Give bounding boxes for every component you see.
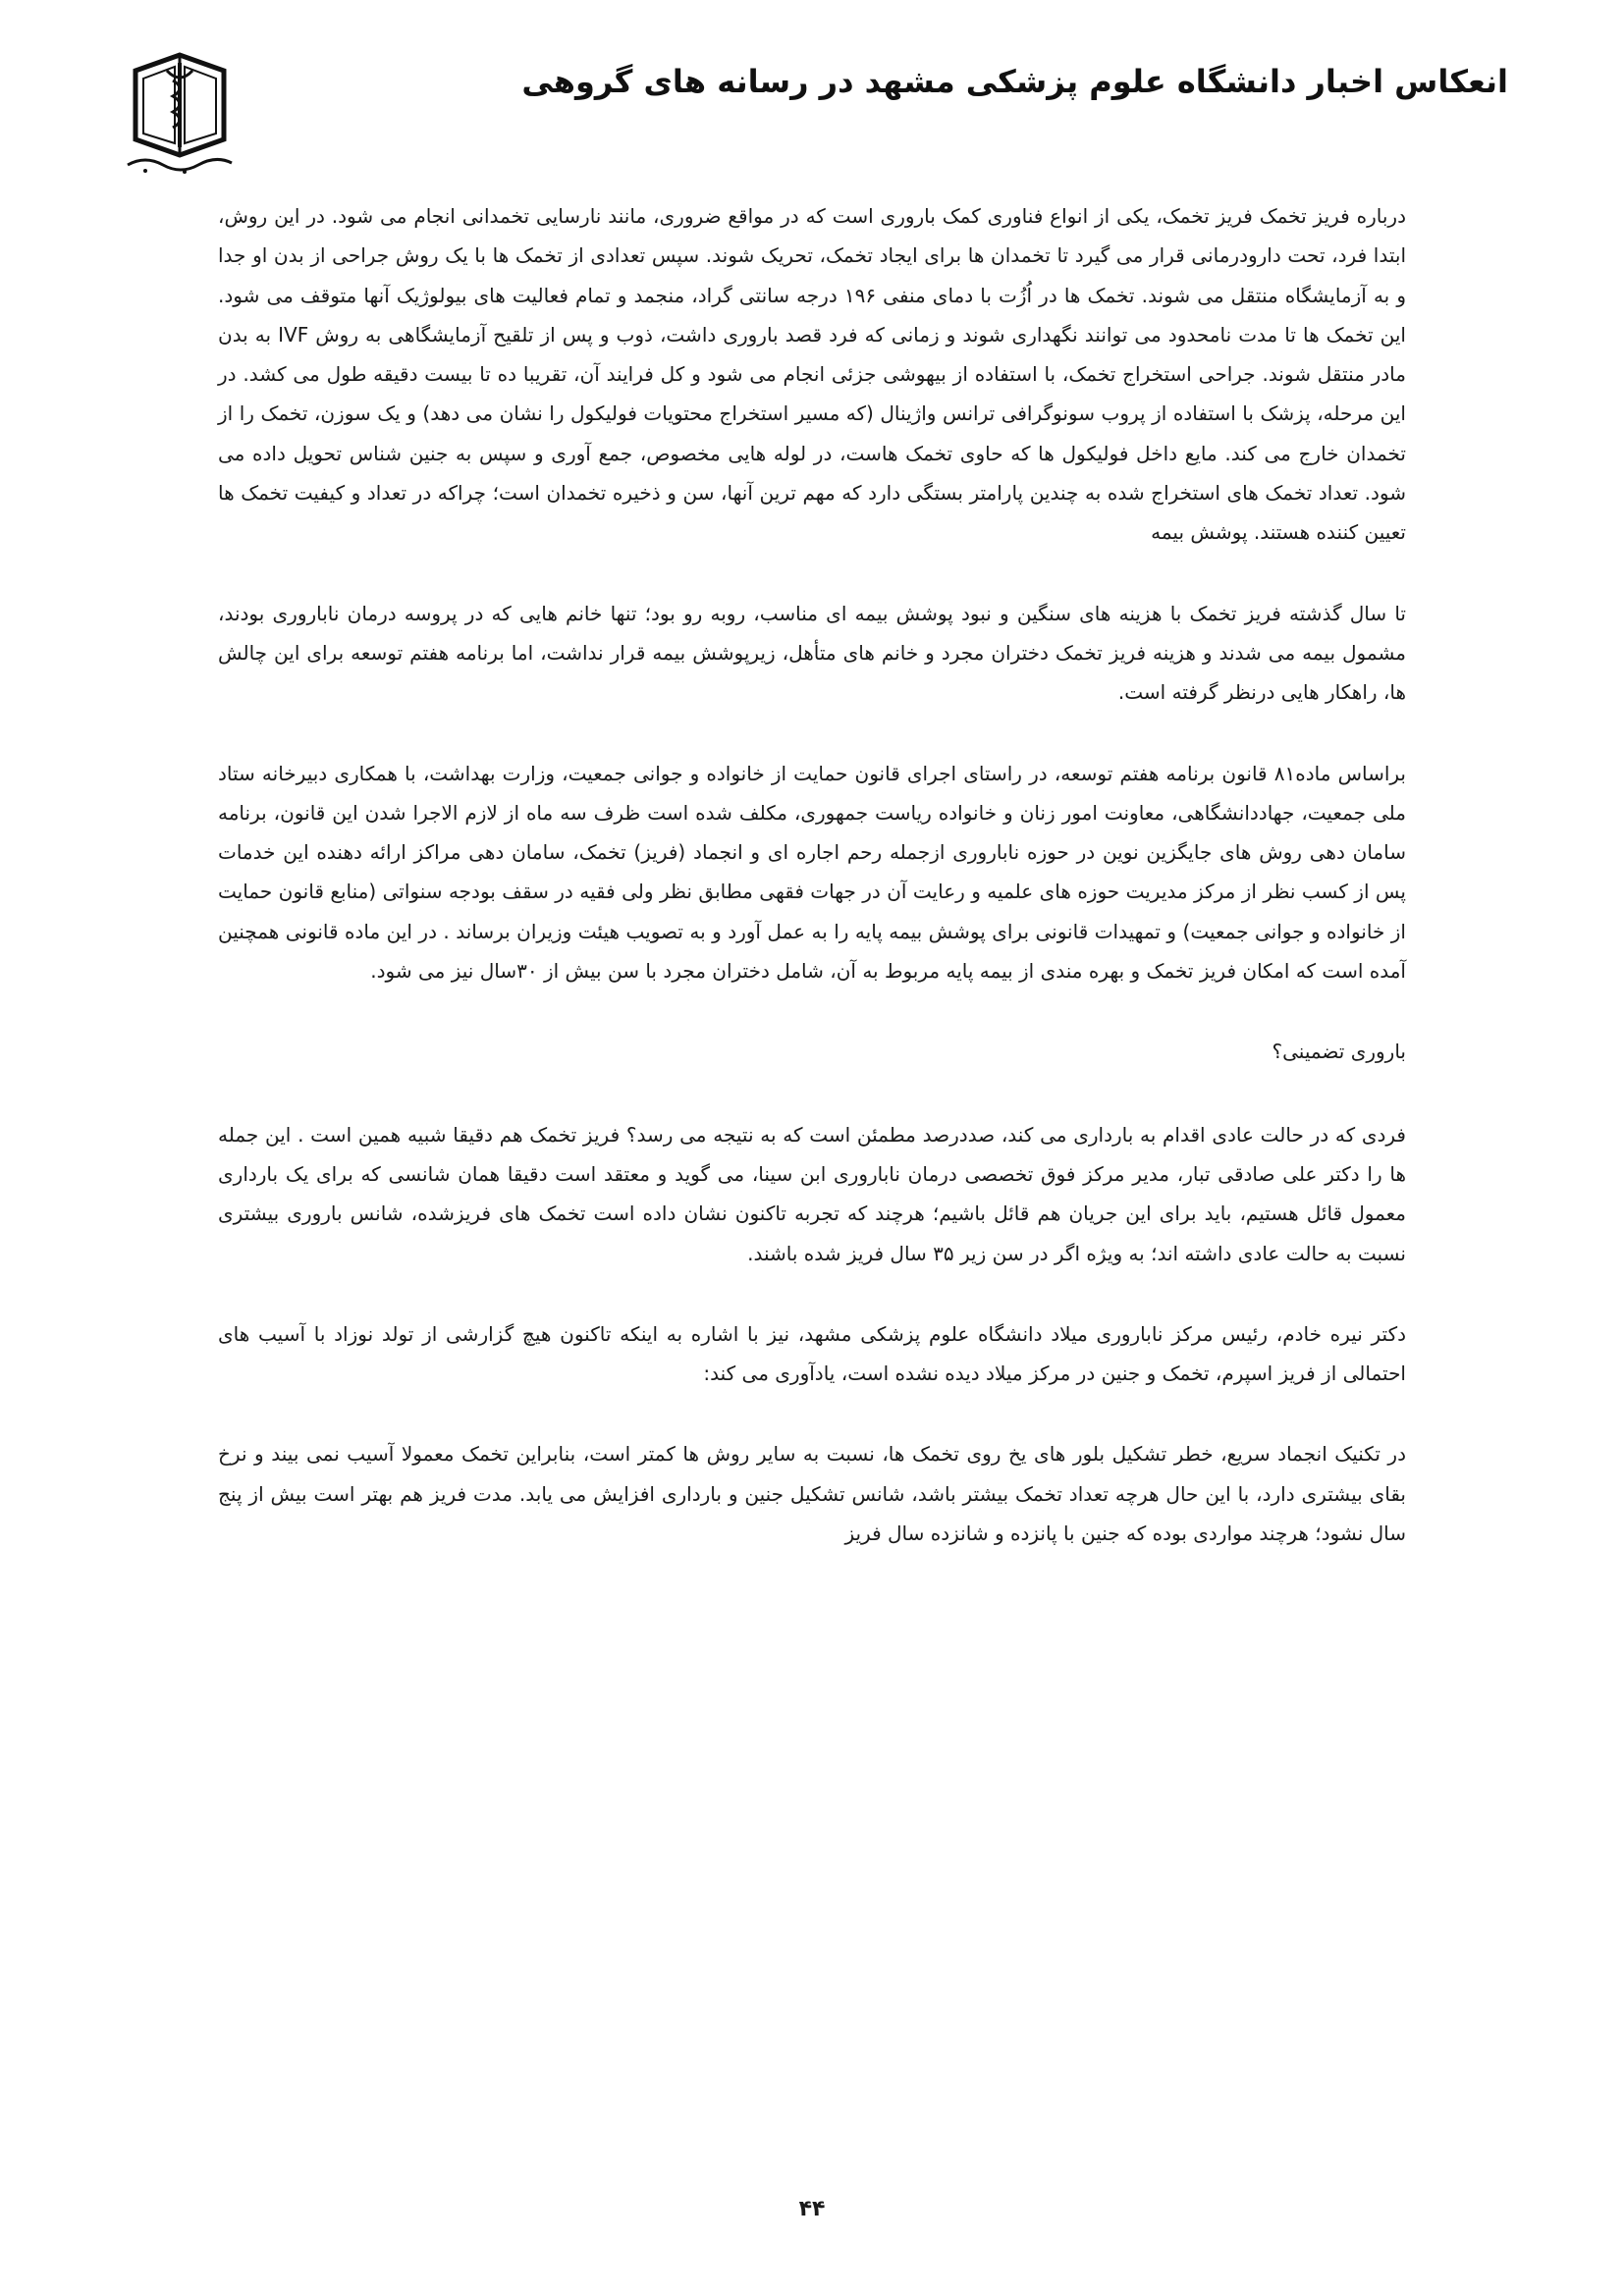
university-seal-icon bbox=[116, 41, 244, 179]
section-heading: باروری تضمینی؟ bbox=[1272, 1040, 1406, 1064]
paragraph-article-81: براساس ماده۸۱ قانون برنامه هفتم توسعه، در راستای اجرای قانون حمایت از خانواده و جوانی جمعیت، وزارت بهداشت، با همکاری دبیرخانه ستاد ملی جمعیت، جهاددانشگاهی، معاونت امور زنان و خانواده ریاست جمهوری، مکلف شده است ظرف سه ماه از لازم الاجرا شدن این قانون، برنامه سامان دهی روش های جایگزین نوین در حوزه ناباروری ازجمله رحم اجاره ای و انجماد (فریز) تخمک، سامان دهی مراکز ارائه دهنده این خدمات پس از کسب نظر از مرکز مدیریت حوزه های علمیه و رعایت آن در جهات فقهی مطابق نظر ولی فقیه در سقف بودجه سنواتی (منابع قانون حمایت از خانواده و جوانی جمعیت) و تمهیدات قانونی برای پوشش بیمه پایه را به عمل آورد و به تصویب هیئت وزیران برساند . در این ماده قانونی همچنین آمده است که امکان فریز تخمک و بهره مندی از بیمه پایه مربوط به آن، شامل دختران مجرد با سن بیش از ۳۰سال نیز می شود. bbox=[218, 761, 1406, 984]
page-number: ۴۴ bbox=[798, 2197, 826, 2221]
header-title: انعکاس اخبار دانشگاه علوم پزشکی مشهد در رسانه های گروهی bbox=[521, 63, 1508, 100]
paragraph-milad-center: دکتر نیره خادم، رئیس مرکز ناباروری میلاد دانشگاه علوم پزشکی مشهد، نیز با اشاره به اینکه تاکنون هیچ گزارشی از تولد نوزاد با آسیب های احتمالی از فریز اسپرم، تخمک و جنین در مرکز میلاد دیده نشده است، یادآوری می کند: bbox=[218, 1321, 1406, 1386]
page-header bbox=[116, 29, 1508, 177]
paragraph-egg-freezing: درباره فریز تخمک فریز تخمک، یکی از انواع فناوری کمک باروری است که در مواقع ضروری، مانند نارسایی تخمدانی انجام می شود. در این روش، ابتدا فرد، تحت دارودرمانی قرار می گیرد تا تخمدان ها برای ایجاد تخمک، تحریک شوند. سپس تعدادی از تخمک ها با یک روش جراحی از بدن او جدا و به آزمایشگاه منتقل می شوند. تخمک ها در اُزُت با دمای منفی ۱۹۶ درجه سانتی گراد، منجمد و تمام فعالیت های بیولوژیک آنها متوقف می شود. این تخمک ها تا مدت نامحدود می توانند نگهداری شوند و زمانی که فرد قصد باروری داشت، ذوب و پس از تلقیح آزمایشگاهی به روش IVF به بدن مادر منتقل شوند. جراحی استخراج تخمک، با استفاده از بیهوشی جزئی انجام می شود و کل فرایند آن، تقریبا ده تا بیست دقیقه طول می کشد. در این مرحله، پزشک با استفاده از پروب سونوگرافی ترانس واژینال (که مسیر استخراج محتویات فولیکول را نشان می دهد) و یک سوزن، تخمک را از تخمدان خارج می کند. مایع داخل فولیکول ها که حاوی تخمک هاست، در لوله هایی مخصوص، جمع آوری و سپس به جنین شناس تحویل داده می شود. تعداد تخمک های استخراج شده به چندین پارامتر بستگی دارد که مهم ترین آنها، سن و ذخیره تخمدان است؛ چراکه در تعداد و کیفیت تخمک ها تعیین کننده هستند. پوشش بیمه bbox=[218, 204, 1406, 545]
paragraph-guaranteed-fertility: فردی که در حالت عادی اقدام به بارداری می کند، صددرصد مطمئن است که به نتیجه می رسد؟ فریز تخمک هم دقیقا شبیه همین است . این جمله ها را دکتر علی صادقی تبار، مدیر مرکز فوق تخصصی درمان ناباروری ابن سینا، می گوید و معتقد است دقیقا همان شانسی که برای یک بارداری معمول قائل هستیم، باید برای این جریان هم قائل باشیم؛ هرچند که تجربه تاکنون نشان داده است تخمک های فریزشده، شانس باروری بیشتری نسبت به حالت عادی داشته اند؛ به ویژه اگر در سن زیر ۳۵ سال فریز شده باشند. bbox=[218, 1122, 1406, 1265]
article-body bbox=[218, 196, 1406, 1594]
paragraph-insurance: تا سال گذشته فریز تخمک با هزینه های سنگین و نبود پوشش بیمه ای مناسب، روبه رو بود؛ تنها خانم هایی که در پروسه درمان ناباروری بودند، مشمول بیمه می شدند و هزینه فریز تخمک دختران مجرد و خانم های متأهل، زیرپوشش بیمه قرار نداشت، اما برنامه هفتم توسعه برای این چالش ها، راهکار هایی درنظر گرفته است. bbox=[218, 601, 1406, 705]
paragraph-rapid-freezing: در تکنیک انجماد سریع، خطر تشکیل بلور های یخ روی تخمک ها، نسبت به سایر روش ها کمتر است، بنابراین تخمک معمولا آسیب نمی بیند و نرخ بقای بیشتری دارد، با این حال هرچه تعداد تخمک بیشتر باشد، شانس تشکیل جنین و بارداری افزایش می یابد. مدت فریز هم بهتر است بیش از پنج سال نشود؛ هرچند مواردی بوده که جنین با پانزده و شانزده سال فریز bbox=[218, 1442, 1406, 1546]
